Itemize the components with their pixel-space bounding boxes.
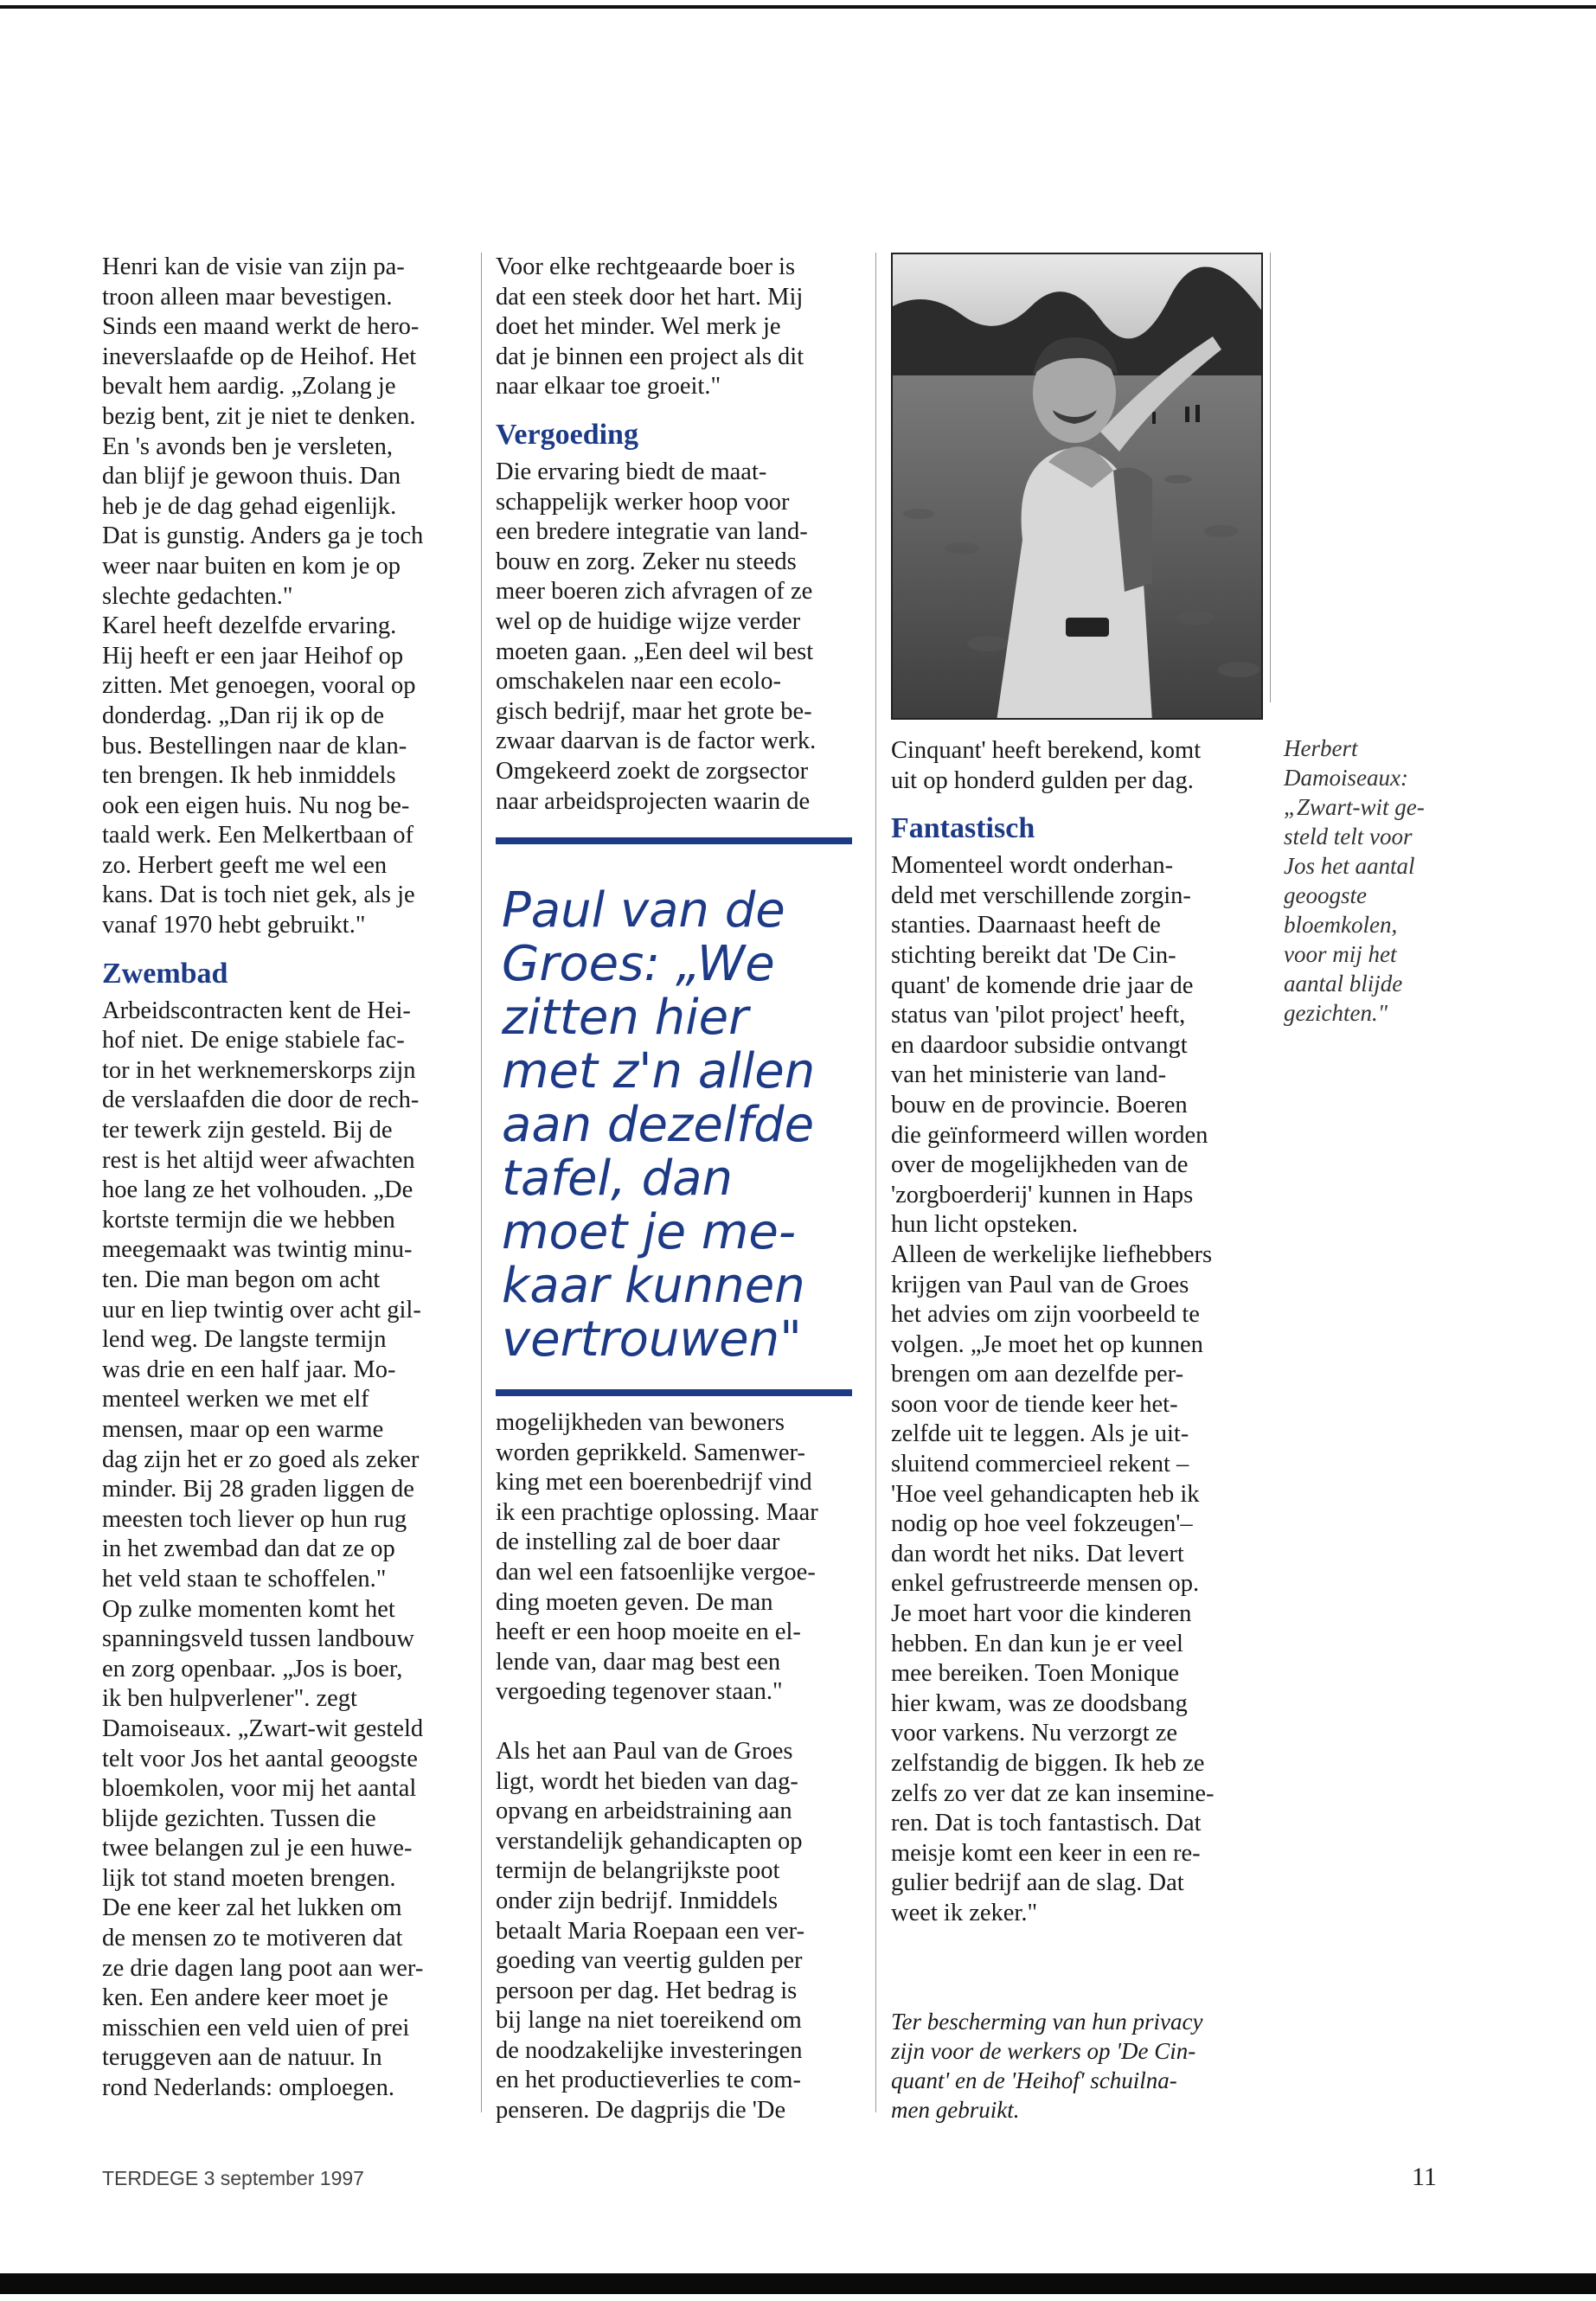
text-line: de mensen zo te motiveren dat [102, 1925, 403, 1952]
text-line: dat je binnen een project als dit [496, 343, 804, 370]
text-line: menteel werken we met elf [102, 1386, 369, 1413]
text-line: 'zorgboerderij' kunnen in Haps [891, 1181, 1194, 1208]
text-line: Paul van de [502, 882, 785, 939]
text-line: deld met verschillende zorgin- [891, 881, 1191, 909]
text-line: zelfs zo ver dat ze kan insemine- [891, 1779, 1215, 1807]
text-line: soon voor de tiende keer het- [891, 1390, 1178, 1418]
text-line: spanningsveld tussen landbouw [102, 1625, 414, 1653]
text-line: Alleen de werkelijke liefhebbers [891, 1240, 1213, 1268]
text-line: zitten. Met genoegen, vooral op [102, 672, 416, 700]
text-line: verstandelijk gehandicapten op [496, 1827, 803, 1855]
text-line: die geïnformeerd willen worden [891, 1121, 1208, 1149]
text-line: ten. Die man begon om acht [102, 1266, 381, 1293]
text-line: zelfde uit te leggen. Als je uit- [891, 1420, 1189, 1448]
article-column-2-bottom [496, 1408, 859, 2126]
text-line: minder. Bij 28 graden liggen de [102, 1476, 414, 1503]
section-heading-vergoeding: Vergoeding [496, 418, 638, 451]
text-line: dag zijn het er zo goed als zeker [102, 1445, 420, 1473]
text-line: naar elkaar toe groeit." [496, 373, 721, 401]
text-line: uit op honderd gulden per dag. [891, 766, 1194, 794]
text-line: Henri kan de visie van zijn pa- [102, 253, 405, 280]
col1-paragraph-1 [102, 253, 465, 941]
col1-paragraph-2 [102, 997, 465, 2104]
text-line: Groes: „We [502, 936, 775, 992]
text-line: De ene keer zal het lukken om [102, 1894, 402, 1922]
privacy-footnote [891, 2007, 1254, 2125]
col3-paragraph-2 [891, 851, 1254, 1928]
text-line: heb je de dag gehad eigenlijk. [102, 492, 397, 520]
text-line: penseren. De dagprijs die 'De [496, 2097, 786, 2125]
text-line: meesten toch liever op hun rug [102, 1505, 407, 1533]
text-line: de instelling zal de boer daar [496, 1529, 780, 1556]
text-line: moeten gaan. „Een deel wil best [496, 638, 814, 665]
column-divider-2 [875, 253, 876, 2112]
text-line: stanties. Daarnaast heeft de [891, 912, 1161, 939]
text-line: weet ik zeker." [891, 1899, 1038, 1926]
text-line: moet je me- [502, 1204, 797, 1260]
text-line: het advies om zijn voorbeeld te [891, 1301, 1200, 1329]
article-column-3 [891, 736, 1254, 1929]
text-line: Ter bescherming van hun privacy [891, 2009, 1203, 2035]
text-line: doet het minder. Wel merk je [496, 313, 781, 341]
page-number: 11 [1412, 2163, 1437, 2191]
text-line: kaar kunnen [502, 1258, 805, 1314]
text-line: slechte gedachten." [102, 582, 293, 610]
column-divider-3 [1270, 253, 1271, 702]
text-line: persoon per dag. Het bedrag is [496, 1977, 798, 2004]
text-line: hun licht opsteken. [891, 1211, 1079, 1239]
text-line: ligt, wordt het bieden van dag- [496, 1767, 798, 1795]
col2-paragraph-3 [496, 1408, 859, 1708]
text-line: „Zwart-wit ge- [1284, 794, 1425, 820]
text-line: ze drie dagen lang poot aan wer- [102, 1954, 424, 1982]
text-line: van het ministerie van land- [891, 1061, 1167, 1089]
text-line: zijn voor de werkers op 'De Cin- [891, 2038, 1196, 2064]
text-line: omschakelen naar een ecolo- [496, 668, 781, 695]
text-line: enkel gefrustreerde mensen op. [891, 1570, 1200, 1598]
text-line: bouw en de provincie. Boeren [891, 1091, 1188, 1118]
text-line: het veld staan te schoffelen." [102, 1565, 387, 1593]
text-line: stichting bereikt dat 'De Cin- [891, 941, 1176, 969]
text-line: quant' de komende drie jaar de [891, 971, 1194, 999]
text-line: Momenteel wordt onderhan- [891, 852, 1174, 880]
text-line: zwaar daarvan is de factor werk. [496, 727, 817, 755]
text-line: Je moet hart voor die kinderen [891, 1600, 1192, 1628]
text-line: ken. Een andere keer moet je [102, 1984, 388, 2012]
text-line: king met een boerenbedrijf vind [496, 1469, 812, 1497]
photo-herbert-damoiseaux [891, 253, 1263, 720]
bottom-rule [0, 2273, 1596, 2294]
text-line: donderdag. „Dan rij ik op de [102, 702, 385, 729]
text-line: een bredere integratie van land- [496, 518, 808, 546]
text-line: ik ben hulpverlener". zegt [102, 1685, 357, 1713]
text-line: voor varkens. Nu verzorgt ze [891, 1720, 1178, 1747]
text-line: bus. Bestellingen naar de klan- [102, 732, 407, 760]
text-line: mogelijkheden van bewoners [496, 1409, 785, 1436]
text-line: over de mogelijkheden van de [891, 1151, 1189, 1179]
col2-paragraph-1 [496, 253, 859, 402]
text-line: Omgekeerd zoekt de zorgsector [496, 757, 809, 785]
text-line: termijn de belangrijkste poot [496, 1857, 780, 1885]
text-line: dan blijf je gewoon thuis. Dan [102, 463, 401, 490]
text-line: uur en liep twintig over acht gil- [102, 1296, 421, 1324]
text-line: quant' en de 'Heihof' schuilna- [891, 2067, 1177, 2093]
text-line: brengen om aan dezelfde per- [891, 1361, 1184, 1388]
text-line: lijk tot stand moeten brengen. [102, 1864, 396, 1892]
text-line: geoogste [1284, 882, 1367, 908]
text-line: lend weg. De langste termijn [102, 1326, 387, 1354]
text-line: tor in het werknemerskorps zijn [102, 1056, 416, 1084]
text-line: naar arbeidsprojecten waarin de [496, 787, 811, 815]
text-line: goeding van veertig gulden per [496, 1947, 803, 1975]
text-line: Damoiseaux. „Zwart-wit gesteld [102, 1715, 424, 1742]
text-line: weer naar buiten en kom je op [102, 552, 401, 580]
text-line: steld telt voor [1284, 824, 1413, 849]
text-line: Arbeidscontracten kent de Hei- [102, 997, 411, 1024]
text-line: en het productieverlies te com- [496, 2067, 801, 2094]
text-line: Voor elke rechtgeaarde boer is [496, 253, 796, 280]
text-line: dan wordt het niks. Dat levert [891, 1540, 1184, 1567]
text-line: Damoiseaux: [1284, 765, 1408, 791]
text-line: telt voor Jos het aantal geoogste [102, 1745, 418, 1772]
text-line: bevalt hem aardig. „Zolang je [102, 373, 396, 401]
text-line: vanaf 1970 hebt gebruikt." [102, 912, 366, 939]
text-line: hoe lang ze het volhouden. „De [102, 1176, 413, 1204]
text-line: ik een prachtige oplossing. Maar [496, 1498, 818, 1526]
text-line: ten brengen. Ik heb inmiddels [102, 762, 396, 790]
photo-caption [1284, 734, 1457, 1028]
section-heading-zwembad: Zwembad [102, 957, 228, 990]
text-line: Als het aan Paul van de Groes [496, 1737, 793, 1765]
pull-quote-top-rule [496, 837, 852, 844]
text-line: vergoeding tegenover staan." [496, 1678, 783, 1706]
text-line: dan wel een fatsoenlijke vergoe- [496, 1558, 816, 1586]
text-line: Jos het aantal [1284, 853, 1415, 879]
text-line: mensen, maar op een warme [102, 1415, 384, 1443]
text-line: ook een eigen huis. Nu nog be- [102, 792, 410, 819]
text-line: heeft er een hoop moeite en el- [496, 1618, 801, 1646]
text-line: meer boeren zich afvragen of ze [496, 578, 813, 606]
col2-paragraph-2 [496, 458, 859, 817]
text-line: status van 'pilot project' heeft, [891, 1002, 1186, 1029]
text-line: en daardoor subsidie ontvangt [891, 1031, 1188, 1059]
text-line: Op zulke momenten komt het [102, 1595, 395, 1623]
col3-paragraph-1 [891, 736, 1254, 796]
text-line: teruggeven aan de natuur. In [102, 2044, 382, 2072]
text-line: 'Hoe veel gehandicapten heb ik [891, 1480, 1200, 1508]
text-line: onder zijn bedrijf. Inmiddels [496, 1887, 779, 1914]
text-line: aantal blijde [1284, 971, 1403, 997]
text-line: ren. Dat is toch fantastisch. Dat [891, 1810, 1202, 1837]
text-line: de verslaafden die door de rech- [102, 1086, 420, 1114]
text-line: zo. Herbert geeft me wel een [102, 851, 388, 879]
col2-paragraph-4 [496, 1737, 859, 2126]
text-line: de noodzakelijke investeringen [496, 2036, 803, 2064]
column-divider-1 [481, 253, 482, 2112]
text-line: meisje komt een keer in een re- [891, 1839, 1201, 1867]
text-line: dat een steek door het hart. Mij [496, 283, 804, 311]
text-line: ineverslaafde op de Heihof. Het [102, 343, 417, 370]
text-line: blijde gezichten. Tussen die [102, 1804, 376, 1832]
text-line: opvang en arbeidstraining aan [496, 1798, 792, 1825]
text-line: Herbert [1284, 735, 1358, 761]
text-line: Sinds een maand werkt de hero- [102, 313, 420, 341]
text-line: Hij heeft er een jaar Heihof op [102, 642, 404, 670]
text-line: ter tewerk zijn gesteld. Bij de [102, 1117, 393, 1144]
text-line: hier kwam, was ze doodsbang [891, 1689, 1188, 1717]
text-line: krijgen van Paul van de Groes [891, 1271, 1189, 1298]
text-line: Cinquant' heeft berekend, komt [891, 737, 1202, 764]
text-line: taald werk. Een Melkertbaan of [102, 822, 414, 849]
text-line: schappelijk werker hoop voor [496, 488, 790, 516]
publication-footer: TERDEGE 3 september 1997 [102, 2167, 364, 2189]
text-line: ding moeten geven. De man [496, 1588, 773, 1616]
text-line: volgen. „Je moet het op kunnen [891, 1330, 1203, 1358]
text-line: sluitend commercieel rekent – [891, 1451, 1189, 1478]
text-line: bezig bent, zit je niet te denken. [102, 402, 416, 430]
text-line: Karel heeft dezelfde ervaring. [102, 612, 397, 640]
text-line: kortste termijn die we hebben [102, 1206, 395, 1234]
text-line: bloemkolen, [1284, 912, 1398, 938]
text-line: bij lange na niet toereikend om [496, 2007, 802, 2035]
text-line: met z'n allen [502, 1043, 816, 1099]
text-line: bouw en zorg. Zeker nu steeds [496, 548, 797, 575]
text-line: betaalt Maria Roepaan een ver- [496, 1917, 805, 1945]
text-line: twee belangen zul je een huwe- [102, 1835, 413, 1862]
pull-quote [502, 884, 856, 1367]
text-line: gisch bedrijf, maar het grote be- [496, 697, 812, 725]
text-line: zelfstandig de biggen. Ik heb ze [891, 1750, 1205, 1777]
text-line: gezichten." [1284, 1000, 1388, 1026]
text-line: gulier bedrijf aan de slag. Dat [891, 1869, 1184, 1897]
text-line: meegemaakt was twintig minu- [102, 1236, 413, 1264]
text-line: vertrouwen" [502, 1311, 802, 1368]
text-line: misschien een veld uien of prei [102, 2014, 410, 2041]
text-line: in het zwembad dan dat ze op [102, 1535, 395, 1563]
text-line: mee bereiken. Toen Monique [891, 1660, 1180, 1688]
text-line: en zorg openbaar. „Jos is boer, [102, 1655, 403, 1682]
text-line: hof niet. De enige stabiele fac- [102, 1027, 405, 1054]
text-line: nodig op hoe veel fokzeugen'– [891, 1510, 1193, 1538]
text-line: En 's avonds ben je versleten, [102, 433, 393, 460]
text-line: was drie en een half jaar. Mo- [102, 1356, 396, 1383]
text-line: wel op de huidige wijze verder [496, 607, 801, 635]
section-heading-fantastisch: Fantastisch [891, 812, 1035, 845]
text-line: hebben. En dan kun je er veel [891, 1630, 1183, 1657]
text-line: voor mij het [1284, 941, 1397, 967]
text-line: rond Nederlands: omploegen. [102, 2074, 394, 2102]
text-line: aan dezelfde [502, 1097, 815, 1153]
text-line: rest is het altijd weer afwachten [102, 1146, 415, 1174]
text-line: Die ervaring biedt de maat- [496, 458, 767, 485]
article-column-1 [102, 253, 465, 2104]
text-line: Dat is gunstig. Anders ga je toch [102, 522, 424, 550]
pull-quote-bottom-rule [496, 1389, 852, 1396]
text-line: zitten hier [502, 990, 749, 1046]
text-line: tafel, dan [502, 1150, 733, 1207]
text-line: bloemkolen, voor mij het aantal [102, 1775, 417, 1803]
text-line: men gebruikt. [891, 2097, 1020, 2123]
text-line: lende van, daar mag best een [496, 1648, 781, 1676]
text-line: worden geprikkeld. Samenwer- [496, 1439, 805, 1466]
photo-illustration [893, 254, 1263, 720]
text-line: kans. Dat is toch niet gek, als je [102, 881, 415, 909]
top-rule [0, 5, 1596, 9]
text-line: troon alleen maar bevestigen. [102, 283, 393, 311]
article-column-2-top [496, 253, 859, 817]
